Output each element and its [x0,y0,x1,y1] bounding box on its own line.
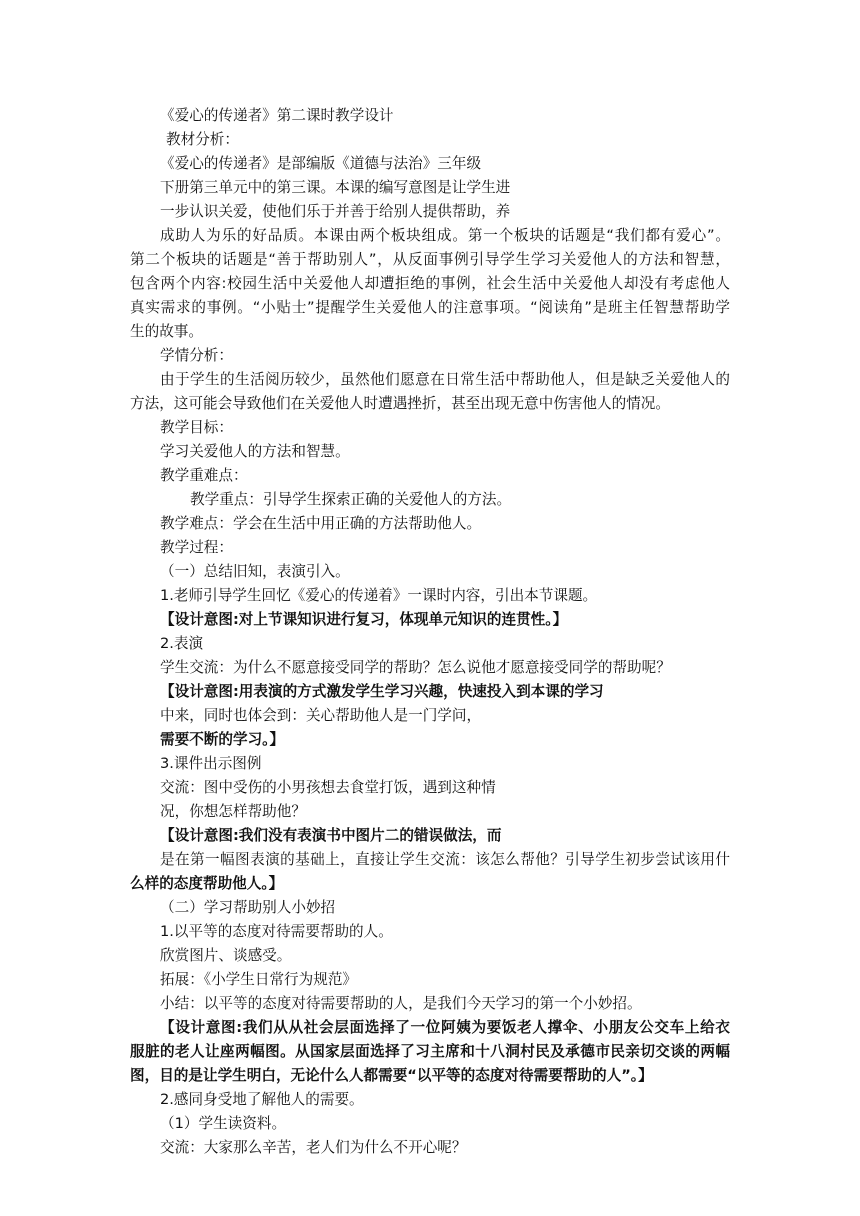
paragraph-line: 交流：图中受伤的小男孩想去食堂打饭，遇到这种情 [160,779,496,796]
paragraph-line: 下册第三单元中的第三课。本课的编写意图是让学生进 [160,179,511,196]
section-heading: （二）学习帮助别人小妙招 [160,899,336,916]
paragraph-line: 《爱心的传递者》是部编版《道德与法治》三年级 [160,155,482,172]
paragraph-line: 学习关爱他人的方法和智慧。 [160,443,350,460]
design-intent-line: 图，目的是让学生明白，无论什么人都需要“以平等的态度对待需要帮助的人”。】 [130,1067,653,1084]
paragraph-line: 3.课件出示图例 [160,755,262,772]
heading-teaching-goal: 教学目标： [160,419,233,436]
paragraph-line: 成助人为乐的好品质。本课由两个板块组成。第一个板块的话题是“我们都有爱心”。 [160,227,730,244]
design-intent-line: 服脏的老人让座两幅图。从国家层面选择了习主席和十八洞村民及承德市民亲切交谈的两幅 [130,1043,730,1060]
design-intent-line: 【设计意图:对上节课知识进行复习，体现单元知识的连贯性。】 [160,611,568,628]
paragraph-line: 学生交流：为什么不愿意接受同学的帮助？怎么说他才愿意接受同学的帮助呢？ [160,659,671,676]
heading-student-analysis: 学情分析： [160,347,233,364]
design-intent-line: 【设计意图:用表演的方式激发学生学习兴趣，快速投入到本课的学习 [160,683,604,700]
paragraph-line: 拓展：《小学生日常行为规范》 [160,971,358,988]
heading-textbook-analysis: 教材分析： [166,131,239,148]
document-title: 《爱心的传递者》第二课时教学设计 [160,107,394,124]
heading-teaching-process: 教学过程： [160,539,233,556]
paragraph-line: 2.表演 [160,635,204,652]
paragraph-line: 由于学生的生活阅历较少，虽然他们愿意在日常生活中帮助他人，但是缺乏关爱他人的 [160,371,730,388]
paragraph-line: 1.以平等的态度对待需要帮助的人。 [160,923,393,940]
paragraph-line: 小结：以平等的态度对待需要帮助的人，是我们今天学习的第一个小妙招。 [160,995,642,1012]
paragraph-line: 2.感同身受地了解他人的需要。 [160,1091,364,1108]
paragraph-line: 生的故事。 [130,323,203,340]
design-intent-line: 【设计意图:我们从从社会层面选择了一位阿姨为要饭老人撑伞、小朋友公交车上给衣 [160,1019,730,1036]
paragraph-line: 教学难点：学会在生活中用正确的方法帮助他人。 [160,515,482,532]
paragraph-line: 1.老师引导学生回忆《爱心的传递着》一课时内容，引出本节课题。 [160,587,598,604]
design-intent-line: 【设计意图:我们没有表演书中图片二的错误做法，而 [160,827,502,844]
paragraph-line: 欣赏图片、谈感受。 [160,947,292,964]
paragraph-line: 第二个板块的话题是“善于帮助别人”，从反面事例引导学生学习关爱他人的方法和智慧， [130,251,730,268]
paragraph-line: 中来，同时也体会到：关心帮助他人是一门学问， [160,707,482,724]
paragraph-line: 教学重点：引导学生探索正确的关爱他人的方法。 [190,491,512,508]
paragraph-line: 一步认识关爱，使他们乐于并善于给别人提供帮助，养 [160,203,511,220]
section-heading: （一）总结旧知，表演引入。 [160,563,350,580]
paragraph-line: 方法，这可能会导致他们在关爱他人时遭遇挫折，甚至出现无意中伤害他人的情况。 [130,395,670,412]
paragraph-line: 需要不断的学习。】 [160,731,285,748]
paragraph-line: 真实需求的事例。“小贴士”提醒学生关爱他人的注意事项。“阅读角”是班主任智慧帮助学 [130,299,730,316]
paragraph-line: 么样的态度帮助他人。】 [130,875,284,892]
heading-key-points: 教学重难点： [160,467,248,484]
paragraph-line: 交流：大家那么辛苦，老人们为什么不开心呢？ [160,1139,467,1156]
paragraph-line: 包含两个内容:校园生活中关爱他人却遭拒绝的事例，社会生活中关爱他人却没有考虑他人 [130,275,730,292]
paragraph-line: 况，你想怎样帮助他？ [160,803,306,820]
paragraph-line: （1）学生读资料。 [160,1115,287,1132]
paragraph-line: 是在第一幅图表演的基础上，直接让学生交流：该怎么帮他？引导学生初步尝试该用什 [160,851,730,868]
